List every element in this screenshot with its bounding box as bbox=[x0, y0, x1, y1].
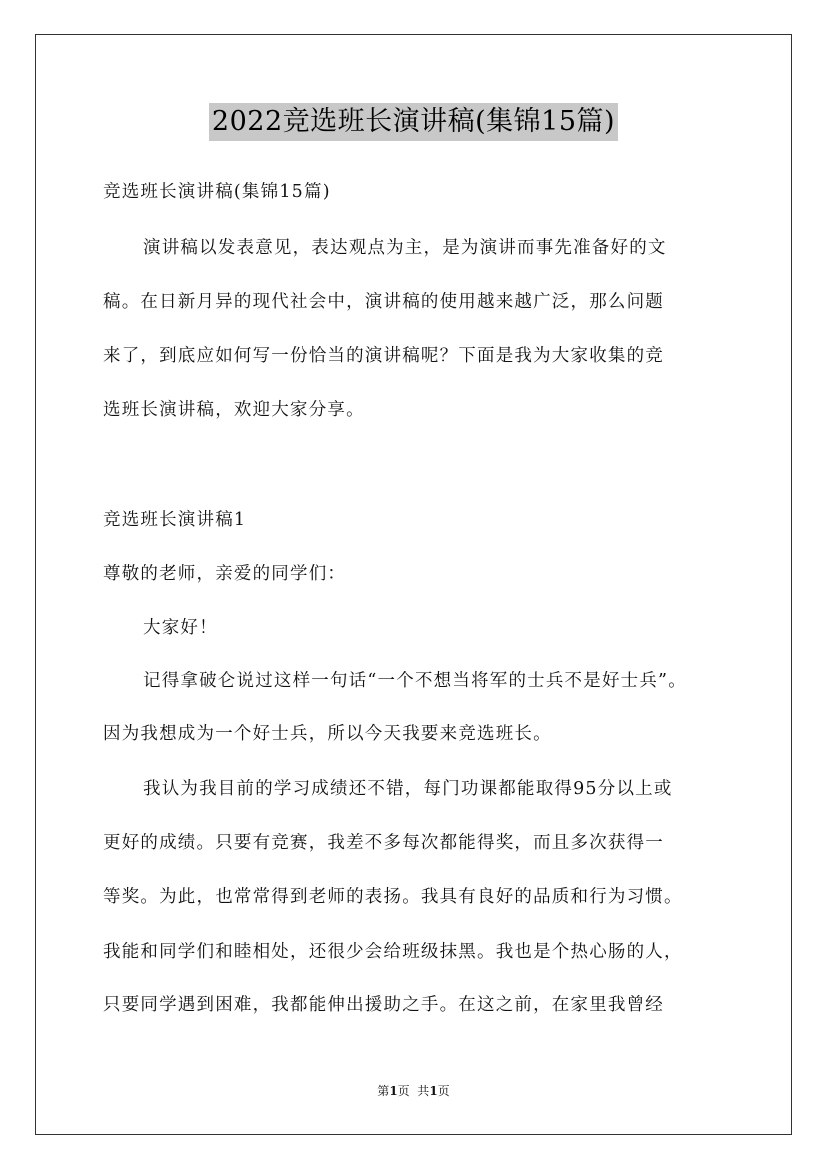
intro-line-4: 选班长演讲稿，欢迎大家分享。 bbox=[103, 400, 365, 420]
salutation: 尊敬的老师，亲爱的同学们： bbox=[103, 564, 347, 584]
footer-page-total: 1 bbox=[429, 1084, 438, 1098]
title-area bbox=[0, 103, 827, 141]
document-subtitle: 竞选班长演讲稿(集锦15篇) bbox=[103, 182, 331, 202]
paragraph-1-line-1: 记得拿破仑说过这样一句话“一个不想当将军的士兵不是好士兵”。 bbox=[143, 671, 687, 691]
intro-line-3: 来了，到底应如何写一份恰当的演讲稿呢？下面是我为大家收集的竞 bbox=[103, 346, 664, 366]
paragraph-2-line-3: 等奖。为此，也常常得到老师的表扬。我具有良好的品质和行为习惯。 bbox=[103, 887, 683, 907]
footer-prefix: 第 bbox=[377, 1084, 390, 1098]
paragraph-2-line-5: 只要同学遇到困难，我都能伸出援助之手。在这之前，在家里我曾经 bbox=[103, 995, 664, 1015]
footer-suffix: 页 bbox=[437, 1084, 450, 1098]
section-heading: 竞选班长演讲稿1 bbox=[103, 510, 247, 530]
paragraph-2-line-2: 更好的成绩。只要有竞赛，我差不多每次都能得奖，而且多次获得一 bbox=[103, 833, 664, 853]
paragraph-2-line-1: 我认为我目前的学习成绩还不错，每门功课都能取得95分以上或 bbox=[143, 779, 673, 799]
paragraph-1-line-2: 因为我想成为一个好士兵，所以今天我要来竞选班长。 bbox=[103, 724, 552, 744]
greeting: 大家好！ bbox=[143, 618, 218, 638]
footer-mid: 页 共 bbox=[397, 1084, 430, 1098]
intro-line-2: 稿。在日新月异的现代社会中，演讲稿的使用越来越广泛，那么问题 bbox=[103, 292, 664, 312]
document-title: 2022竞选班长演讲稿(集锦15篇) bbox=[209, 103, 618, 141]
footer-page-current: 1 bbox=[389, 1084, 398, 1098]
page-footer bbox=[0, 1083, 827, 1099]
paragraph-2-line-4: 我能和同学们和睦相处，还很少会给班级抹黑。我也是个热心肠的人， bbox=[103, 942, 683, 962]
intro-line-1: 演讲稿以发表意见，表达观点为主，是为演讲而事先准备好的文 bbox=[143, 238, 667, 258]
